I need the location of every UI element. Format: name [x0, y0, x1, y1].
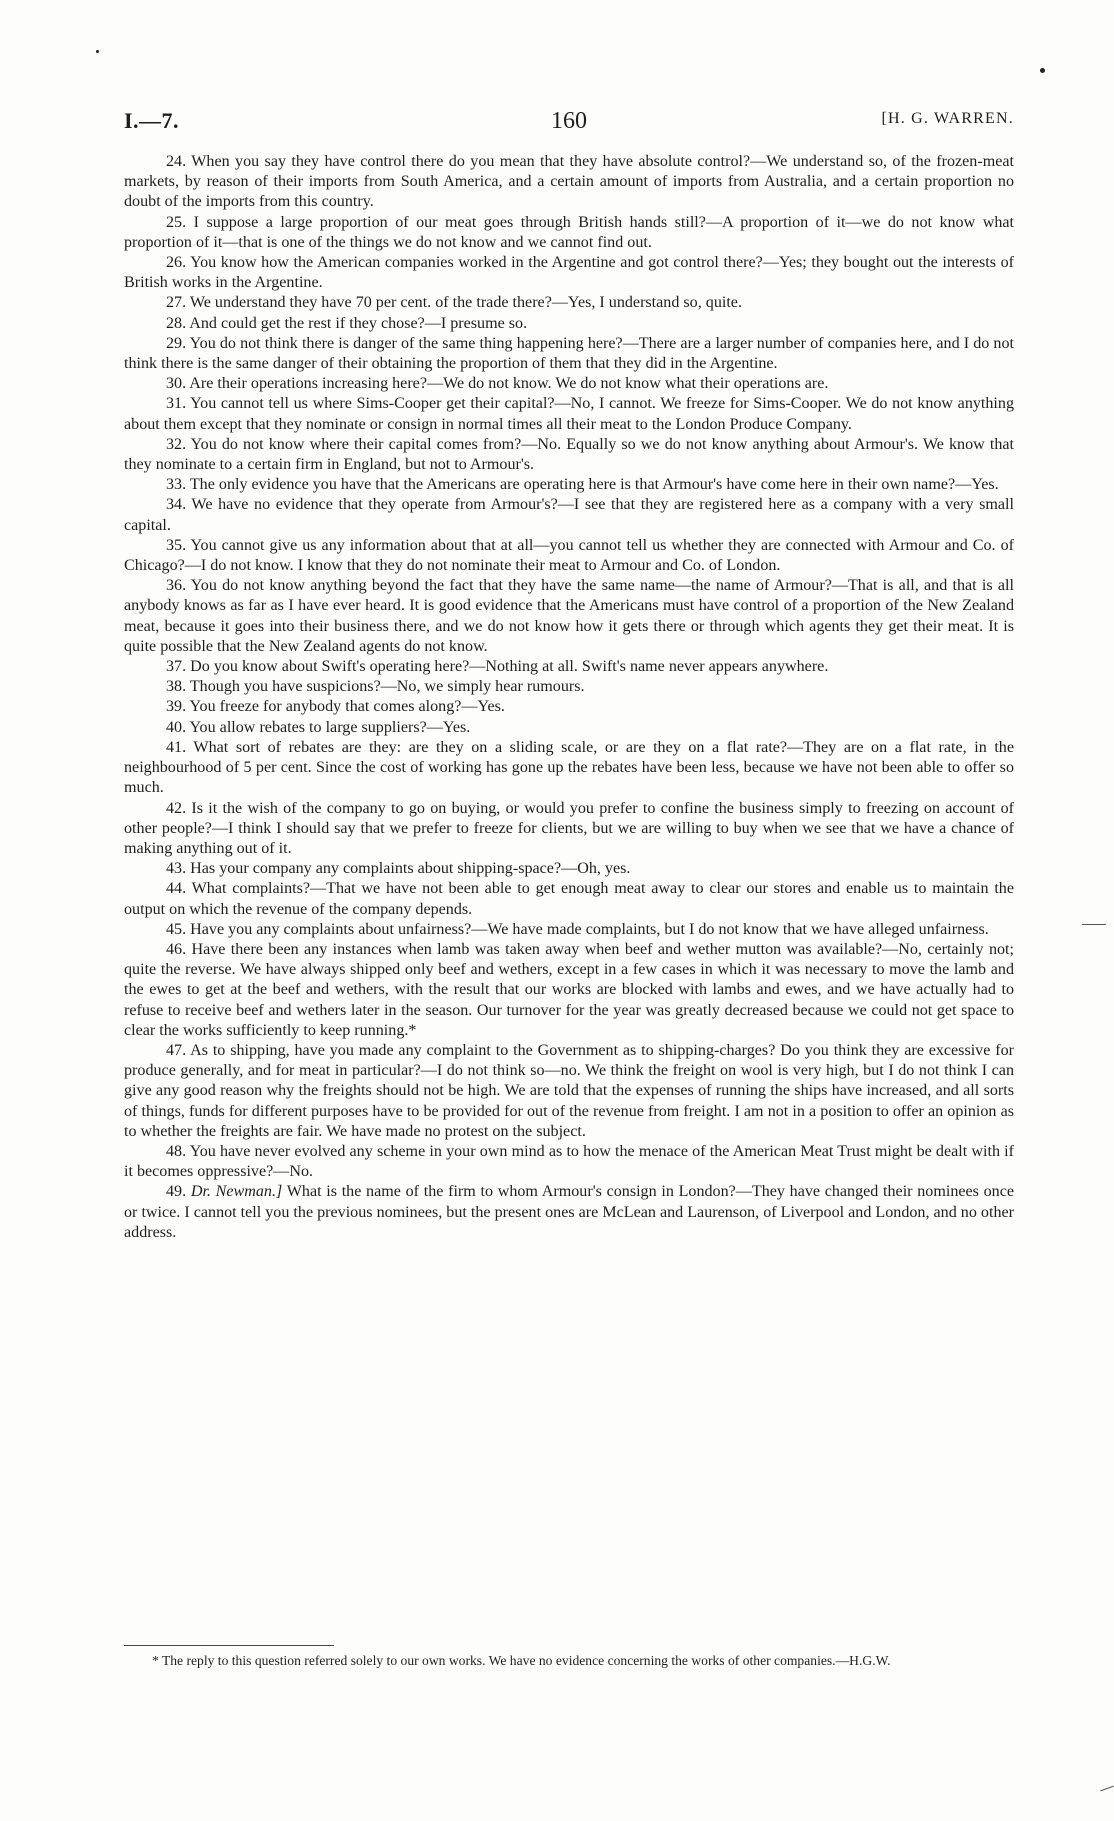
footnote: * The reply to this question referred solely to our own works. We have no evidence concerning the works of other companies.—H.G.W. [152, 1653, 891, 1668]
transcript-body [124, 152, 1014, 1243]
question-paragraph: 26. You know how the American companies worked in the Argentine and got control there?—Yes; they bought out the interests of British works in the Argentine. [124, 254, 1014, 292]
question-paragraph: 39. You freeze for anybody that comes along?—Yes. [166, 698, 505, 716]
scan-mark [1100, 1786, 1113, 1792]
question-paragraph: 25. I suppose a large proportion of our meat goes through British hands still?—A proportion of it—we do not know what proportion of it—that is one of the things we do not know and we cannot find out. [124, 213, 1014, 251]
question-paragraph: 44. What complaints?—That we have not been able to get enough meat away to clear our stores and enable us to maintain the output on which the revenue of the company depends. [124, 880, 1014, 918]
question-text: What is the name of the firm to whom Armour's consign in London?—They have changed their nominees once or twice. I cannot tell you the previous nominees, but the present ones are McLean and Laurenson, of Liverpool and London, and no other address. [124, 1183, 1014, 1241]
speaker-label: Dr. Newman.] [190, 1183, 283, 1201]
question-number: 49. [166, 1183, 187, 1201]
question-paragraph: 48. You have never evolved any scheme in your own mind as to how the menace of the American Meat Trust might be dealt with if it becomes oppressive?—No. [124, 1142, 1014, 1181]
question-paragraph: 29. You do not think there is danger of the same thing happening here?—There are a larger number of companies here, and I do not think there is the same danger of their obtaining the proportion of them that they did in the Argentine. [124, 334, 1014, 373]
document-reference: I.—7. [124, 108, 180, 133]
question-paragraph: 38. Though you have suspicions?—No, we simply hear rumours. [166, 678, 585, 696]
scan-speck [1040, 68, 1045, 73]
scan-mark [1082, 924, 1106, 925]
question-paragraph: 36. You do not know anything beyond the fact that they have the same name—the name of Armour?—That is all, and that is all anybody knows as far as I have ever heard. It is good evidence that the Americans must have control of a proportion of the New Zealand meat, because it goes into their business there, and we do not know how it gets there or through which agents they get their meat. It is quite possible that the New Zealand agents do not know. [124, 577, 1014, 655]
question-paragraph: 32. You do not know where their capital comes from?—No. Equally so we do not know anything about Armour's. We know that they nominate to a certain firm in England, but not to Armour's. [124, 435, 1014, 474]
witness-name: [H. G. WARREN. [881, 110, 1014, 127]
question-paragraph: 43. Has your company any complaints about shipping-space?—Oh, yes. [166, 860, 631, 878]
scan-speck [96, 50, 99, 53]
footnote-divider [124, 1645, 334, 1646]
page-number: 160 [551, 108, 587, 134]
question-paragraph: 46. Have there been any instances when lamb was taken away when beef and wether mutton was available?—No, certainly not; quite the reverse. We have always shipped only beef and wethers, except in a few cases in which it was necessary to move the lamb and the ewes to get at the beef and wethers, with the result that our works are blocked with lambs and ewes, and we have actually had to refuse to receive beef and wethers later in the season. Our turnover for the year was greatly decreased because we could not get space to clear the works sufficiently to keep running.* [124, 940, 1014, 1039]
question-paragraph: 40. You allow rebates to large suppliers?—Yes. [166, 718, 471, 736]
question-paragraph: 41. What sort of rebates are they: are they on a sliding scale, or are they on a flat rate?—They are on a flat rate, in the neighbourhood of 5 per cent. Since the cost of working has gone up the rebates have been less, because we have not been able to offer so much. [124, 738, 1014, 797]
question-paragraph: 37. Do you know about Swift's operating here?—Nothing at all. Swift's name never appears anywhere. [166, 658, 829, 676]
question-paragraph: 35. You cannot give us any information about that at all—you cannot tell us whether they are connected with Armour and Co. of Chicago?—I do not know. I know that they do not nominate their meat to Armour and Co. of London. [124, 536, 1014, 575]
question-paragraph-49 [124, 1182, 1014, 1243]
question-paragraph: 47. As to shipping, have you made any complaint to the Government as to shipping-charges? Do you think they are excessive for produce generally, and for meat in particular?—I do not think so—no. We think the freight on wool is very high, but I do not think I can give any good reason why the freights should not be high. We are told that the expenses of running the ships have increased, and all sorts of things, funds for different purposes have to be provided for out of the revenue from freight. I am not in a position to offer an opinion as to whether the freights are fair. We have made no protest on the subject. [124, 1041, 1014, 1140]
question-paragraph: 27. We understand they have 70 per cent. of the trade there?—Yes, I understand so, quite. [166, 294, 742, 312]
question-paragraph: 45. Have you any complaints about unfairness?—We have made complaints, but I do not know that we have alleged unfairness. [166, 920, 989, 938]
question-paragraph: 28. And could get the rest if they chose?—I presume so. [166, 314, 528, 332]
question-paragraph: 24. When you say they have control there do you mean that they have absolute control?—We understand so, of the frozen-meat markets, by reason of their imports from South America, and a certain amount of imports from Australia, and a certain proportion no doubt of the imports from this country. [124, 153, 1014, 211]
question-paragraph: 33. The only evidence you have that the Americans are operating here is that Armour's have come here in their own name?—Yes. [166, 476, 999, 494]
page-header [124, 108, 1014, 138]
question-paragraph: 34. We have no evidence that they operate from Armour's?—I see that they are registered here as a company with a very small capital. [124, 496, 1014, 534]
question-paragraph: 42. Is it the wish of the company to go on buying, or would you prefer to confine the business simply to freezing on account of other people?—I think I should say that we prefer to freeze for clients, but we are willing to buy when we see that we have a chance of making anything out of it. [124, 799, 1014, 857]
question-paragraph: 31. You cannot tell us where Sims-Cooper get their capital?—No, I cannot. We freeze for Sims-Cooper. We do not know anything about them except that they nominate or consign in normal times all their meat to the London Produce Company. [124, 395, 1014, 433]
question-paragraph: 30. Are their operations increasing here?—We do not know. We do not know what their operations are. [166, 375, 829, 393]
